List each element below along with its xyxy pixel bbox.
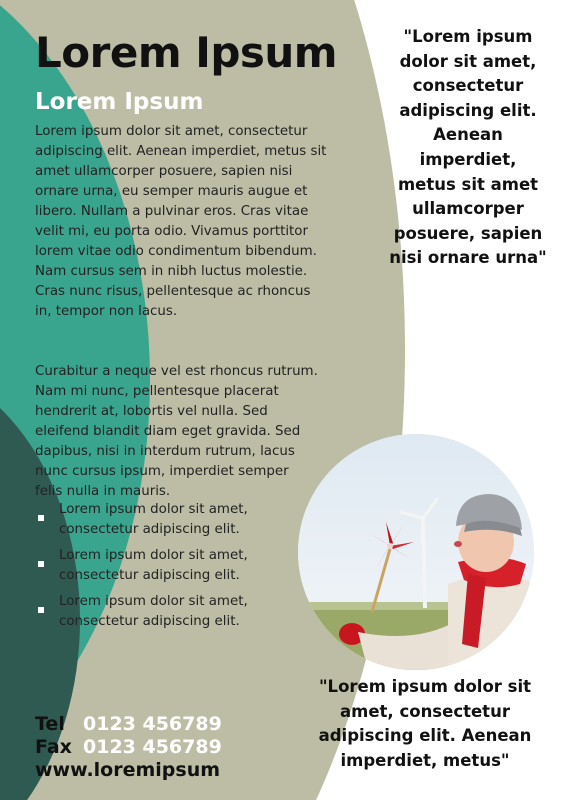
list-item-text: Lorem ipsum dolor sit amet, consectetur adipiscing elit. <box>59 594 248 629</box>
website-link[interactable]: www.loremipsum <box>35 759 221 781</box>
child-pinwheel-photo <box>298 434 534 670</box>
tel-number[interactable]: 0123 456789 <box>83 713 222 735</box>
fax-number: 0123 456789 <box>83 736 222 758</box>
list-item-text: Lorem ipsum dolor sit amet, consectetur adipiscing elit. <box>59 548 248 583</box>
fax-row <box>35 736 222 759</box>
pull-quote-bottom: "Lorem ipsum dolor sit amet, consectetur adipiscing elit. Aenean imperdiet, metus" <box>318 677 532 770</box>
page-subtitle: Lorem Ipsum <box>35 89 204 115</box>
tel-row <box>35 713 222 736</box>
list-item <box>35 546 295 586</box>
list-item <box>35 500 295 540</box>
contact-block <box>35 713 222 782</box>
body-paragraph-1: Lorem ipsum dolor sit amet, consectetur adipiscing elit. Aenean imperdiet, metus sit amet ullamcorper posuere, sapien nisi ornare urna, eu semper mauris augue et libero. Nullam a pulvinar eros. Cras vitae velit mi, eu porta odio. Vivamus porttitor lorem vitae odio condimentum bibendum. Nam cursus sem in nibh luctus molestie. Cras nunc risus, pellentesque ac rhoncus in, tempor non lacus. <box>35 124 327 319</box>
list-item-text: Lorem ipsum dolor sit amet, consectetur adipiscing elit. <box>59 502 248 537</box>
bullet-square-icon <box>38 607 44 613</box>
tel-label: Tel <box>35 713 65 735</box>
bullet-square-icon <box>38 561 44 567</box>
body-paragraph-2: Curabitur a neque vel est rhoncus rutrum. Nam mi nunc, pellentesque placerat hendrerit at, lobortis vel nulla. Sed eleifend blandit diam eget gravida. Sed dapibus, nisi in interdum rutrum, lacus nunc cursus ipsum, imperdiet semper felis nulla in mauris. <box>35 364 318 499</box>
page-title: Lorem Ipsum <box>35 28 338 77</box>
fax-label: Fax <box>35 736 72 758</box>
bullet-list <box>35 500 295 638</box>
bullet-square-icon <box>38 515 44 521</box>
list-item <box>35 592 295 632</box>
pull-quote-top: "Lorem ipsum dolor sit amet, consectetur adipiscing elit. Aenean imperdiet, metus sit amet ullamcorper posuere, sapien nisi ornare urna" <box>389 27 547 268</box>
